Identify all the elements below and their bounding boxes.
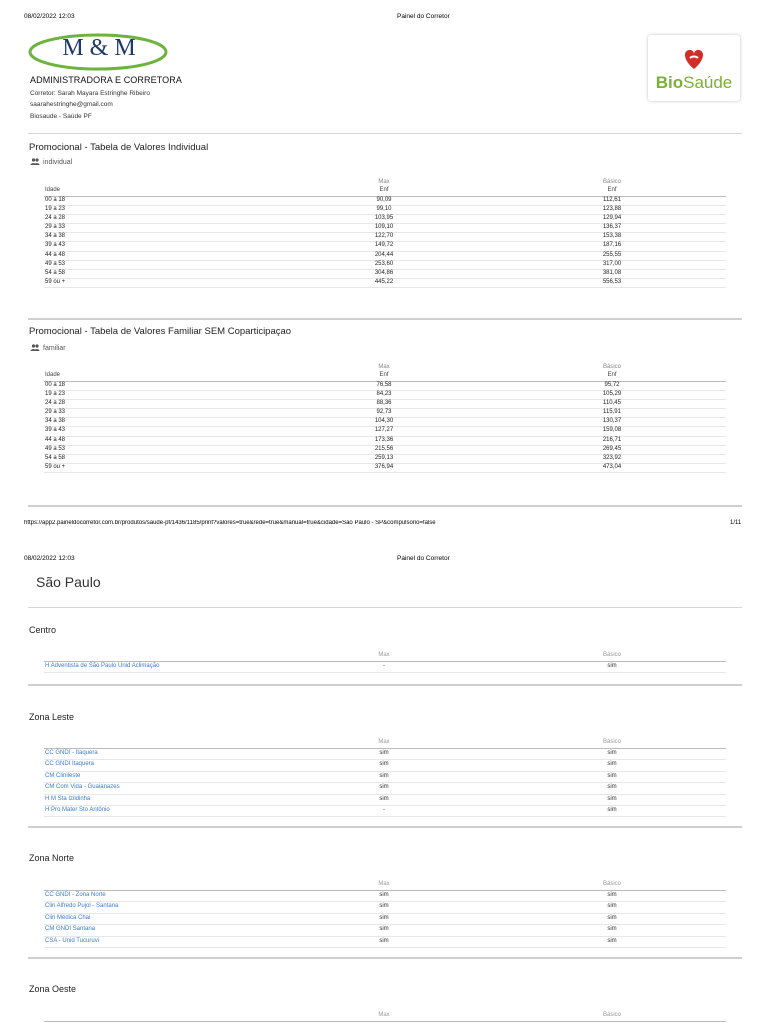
provider-link[interactable]: Clin Médica Chai <box>45 914 91 921</box>
basic-coverage-cell: sim <box>607 903 617 910</box>
table-row <box>44 391 726 400</box>
print-title: Painel do Corretor <box>397 13 450 20</box>
table-head-top <box>44 364 726 372</box>
age-cell: 00 a 18 <box>45 382 66 388</box>
max-coverage-cell: - <box>383 663 385 669</box>
age-cell: 54 a 58 <box>45 269 66 276</box>
list-item <box>44 891 726 902</box>
table-title-individual: Promocional - Tabela de Valores Individual <box>29 142 209 153</box>
max-coverage-cell: sim <box>379 892 389 898</box>
max-coverage-cell: sim <box>379 761 389 768</box>
footer-url[interactable]: https://app2.paineldocorretor.com.br/produtos/saude-pf/1436/1185/print?valores=true&rede=true&manual=true&cidade=São Paulo - SP&compulsorio=false <box>24 520 436 526</box>
basic-price-cell: 95,72 <box>604 382 620 388</box>
basic-price-cell: 105,29 <box>602 391 622 398</box>
print-date: 08/02/2022 12:03 <box>24 555 75 562</box>
table-row <box>44 242 726 251</box>
table-head <box>44 651 726 662</box>
table-title-familiar: Promocional - Tabela de Valores Familiar SEM Coparticipaçao <box>29 326 292 337</box>
basic-coverage-cell: sim <box>607 926 617 933</box>
list-item <box>44 925 726 936</box>
table-row <box>44 418 726 427</box>
basic-price-cell: 473,04 <box>602 463 622 470</box>
max-coverage-cell: sim <box>379 903 389 910</box>
basic-price-cell: 317,00 <box>602 260 622 267</box>
list-item <box>44 760 726 771</box>
region-title: Zona Oeste <box>29 984 77 994</box>
broker-name: Corretor: Sarah Mayara Estringhe Ribeiro <box>30 90 150 97</box>
age-cell: 29 a 33 <box>45 224 66 231</box>
age-cell: 19 a 23 <box>45 391 66 398</box>
basic-coverage-cell: sim <box>607 892 617 898</box>
basic-price-cell: 323,92 <box>602 454 622 461</box>
region-title: Centro <box>29 625 57 635</box>
provider-link[interactable]: H Pro Mater Sto Antônio <box>45 806 110 813</box>
max-price-cell: 84,23 <box>376 391 392 398</box>
table-row <box>44 382 726 391</box>
table-row <box>44 215 726 224</box>
basic-price-cell: 123,88 <box>602 206 622 213</box>
basic-coverage-cell: sim <box>607 772 617 779</box>
age-cell: 59 ou + <box>45 463 66 470</box>
brand-name: BioSaúde <box>655 73 733 92</box>
age-cell: 44 a 48 <box>45 251 66 258</box>
basic-coverage-cell: sim <box>607 914 617 921</box>
age-cell: 54 a 58 <box>45 454 66 461</box>
table-head <box>44 1011 726 1022</box>
print-title: Painel do Corretor <box>397 555 450 562</box>
age-cell: 34 a 38 <box>45 418 66 425</box>
table-head <box>44 187 726 197</box>
list-item <box>44 806 726 817</box>
broker-email: saarahestringhe@gmail.com <box>30 101 113 108</box>
max-price-cell: 88,36 <box>376 400 392 407</box>
age-cell: 29 a 33 <box>45 409 66 416</box>
max-price-cell: 215,56 <box>374 445 394 452</box>
brand-logo <box>648 35 740 101</box>
divider <box>28 957 742 959</box>
basic-price-cell: 130,37 <box>602 418 622 425</box>
col-max: Max <box>378 881 390 887</box>
heart-icon <box>681 45 707 71</box>
table-row <box>44 446 726 455</box>
max-price-cell: 103,95 <box>374 215 394 222</box>
age-cell: 49 a 53 <box>45 445 66 452</box>
list-item <box>44 914 726 925</box>
max-price-cell: 90,09 <box>376 197 392 203</box>
network-table-zona-leste <box>44 738 726 817</box>
table-row <box>44 437 726 446</box>
max-price-cell: 76,58 <box>376 382 392 388</box>
provider-link[interactable]: CM Com Vida - Guaianazes <box>45 784 120 791</box>
col-age: Idade <box>45 372 61 378</box>
table-head <box>44 738 726 749</box>
table-row <box>44 233 726 242</box>
basic-price-cell: 159,08 <box>602 427 622 434</box>
max-price-cell: 376,94 <box>374 463 394 470</box>
provider-link[interactable]: CSA - Unid Tucuruvi <box>45 937 100 944</box>
provider-link[interactable]: Clin Alfredo Pujol - Santana <box>45 903 119 910</box>
basic-price-cell: 110,45 <box>603 400 621 407</box>
subtitle-familiar <box>30 344 66 352</box>
max-price-cell: 149,72 <box>374 242 394 249</box>
max-price-cell: 445,22 <box>374 278 394 285</box>
basic-coverage-cell: sim <box>607 784 617 791</box>
list-item <box>44 772 726 783</box>
table-row <box>44 279 726 288</box>
network-table-zona-norte <box>44 880 726 948</box>
company-name: ADMINISTRADORA E CORRETORA <box>30 75 182 85</box>
basic-price-cell: 255,55 <box>602 251 622 258</box>
max-price-cell: 304,86 <box>374 269 394 276</box>
table-row <box>44 252 726 261</box>
max-price-cell: 104,30 <box>374 418 394 425</box>
divider <box>28 607 742 608</box>
network-table-zona-oeste <box>44 1011 726 1022</box>
divider <box>28 826 742 828</box>
basic-price-cell: 115,91 <box>603 409 621 416</box>
price-table-individual <box>44 179 726 288</box>
table-row <box>44 197 726 206</box>
provider-link[interactable]: CM Clinileste <box>45 772 81 779</box>
product-name: Biosaude - Saúde PF <box>30 113 92 120</box>
max-price-cell: 122,70 <box>374 233 394 240</box>
max-price-cell: 204,44 <box>374 251 394 258</box>
max-price-cell: 259,13 <box>374 454 394 461</box>
provider-link[interactable]: H M Sta Izildinha <box>45 795 91 802</box>
age-cell: 00 a 18 <box>45 197 66 203</box>
col-bas: Enf <box>607 187 617 193</box>
table-row <box>44 400 726 409</box>
col-bas: Básico <box>602 881 621 887</box>
max-coverage-cell: sim <box>379 937 389 944</box>
table-row <box>44 261 726 270</box>
network-table-centro <box>44 651 726 673</box>
basic-price-cell: 129,94 <box>602 215 622 222</box>
table-row <box>44 206 726 215</box>
col-bas-top: Básico <box>602 364 621 370</box>
age-cell: 24 a 28 <box>45 215 66 222</box>
basic-price-cell: 153,38 <box>602 233 622 240</box>
basic-price-cell: 216,71 <box>602 436 622 443</box>
max-price-cell: 99,10 <box>376 206 392 213</box>
col-max-top: Max <box>378 179 390 185</box>
max-coverage-cell: sim <box>379 772 389 779</box>
list-item <box>44 937 726 948</box>
age-cell: 34 a 38 <box>45 233 66 240</box>
basic-price-cell: 556,53 <box>602 278 622 285</box>
age-cell: 39 a 43 <box>45 242 66 249</box>
age-cell: 49 a 53 <box>45 260 66 267</box>
basic-coverage-cell: sim <box>607 761 617 768</box>
max-price-cell: 92,73 <box>376 409 392 416</box>
company-logo <box>28 32 170 72</box>
max-coverage-cell: sim <box>379 926 389 933</box>
provider-link[interactable]: H Adventista de São Paulo Unid Aclimação <box>45 663 160 669</box>
list-item <box>44 749 726 760</box>
basic-price-cell: 136,37 <box>602 224 622 231</box>
divider <box>28 684 742 686</box>
basic-price-cell: 269,45 <box>602 445 622 452</box>
table-row <box>44 270 726 279</box>
table-row <box>44 455 726 464</box>
divider <box>28 318 742 320</box>
people-icon <box>30 158 40 166</box>
provider-link[interactable]: CC GNDI - Zona Norte <box>45 892 106 898</box>
footer-page-number: 1/11 <box>730 520 742 526</box>
basic-price-cell: 187,16 <box>602 242 622 249</box>
table-head <box>44 880 726 891</box>
basic-price-cell: 381,08 <box>602 269 622 276</box>
table-row <box>44 409 726 418</box>
age-cell: 24 a 28 <box>45 400 66 407</box>
table-head <box>44 372 726 382</box>
col-max-top: Max <box>378 364 390 370</box>
col-bas: Básico <box>602 652 621 658</box>
people-icon <box>30 344 40 352</box>
col-bas-top: Básico <box>602 179 621 185</box>
provider-link[interactable]: CM GNDI Santana <box>45 926 96 933</box>
list-item <box>44 795 726 806</box>
print-date: 08/02/2022 12:03 <box>24 13 75 20</box>
region-title: Zona Norte <box>29 853 75 863</box>
col-bas: Básico <box>602 1012 621 1018</box>
col-max: Max <box>378 1012 390 1018</box>
city-title: São Paulo <box>36 574 101 590</box>
price-table-familiar <box>44 364 726 473</box>
logo-text: M & M <box>62 35 136 61</box>
table-head-top <box>44 179 726 187</box>
max-coverage-cell: - <box>383 806 385 813</box>
col-age: Idade <box>45 187 61 193</box>
basic-coverage-cell: sim <box>607 750 617 756</box>
basic-price-cell: 112,61 <box>603 197 621 203</box>
col-max: Max <box>378 652 390 658</box>
age-cell: 59 ou + <box>45 278 66 285</box>
max-coverage-cell: sim <box>379 784 389 791</box>
col-max: Enf <box>379 187 389 193</box>
basic-coverage-cell: sim <box>607 795 617 802</box>
list-item <box>44 662 726 673</box>
divider <box>28 505 742 507</box>
subtitle-text: familiar <box>43 344 66 352</box>
age-cell: 39 a 43 <box>45 427 66 434</box>
list-item <box>44 902 726 913</box>
col-max: Max <box>378 739 390 745</box>
max-price-cell: 127,27 <box>374 427 394 434</box>
col-max: Enf <box>379 372 389 378</box>
divider <box>28 133 742 134</box>
age-cell: 19 a 23 <box>45 206 66 213</box>
basic-coverage-cell: sim <box>607 806 617 813</box>
basic-coverage-cell: sim <box>607 663 617 669</box>
provider-link[interactable]: CC GNDI Itaquera <box>45 761 95 768</box>
provider-link[interactable]: CC GNDI - Itaquera <box>45 750 98 756</box>
max-price-cell: 253,60 <box>374 260 394 267</box>
subtitle-text: individual <box>43 158 73 166</box>
list-item <box>44 783 726 794</box>
basic-coverage-cell: sim <box>607 937 617 944</box>
region-title: Zona Leste <box>29 712 75 722</box>
table-row <box>44 427 726 436</box>
max-coverage-cell: sim <box>379 750 389 756</box>
subtitle-individual <box>30 158 72 166</box>
table-row <box>44 464 726 473</box>
table-row <box>44 224 726 233</box>
col-bas: Básico <box>602 739 621 745</box>
age-cell: 44 a 48 <box>45 436 66 443</box>
max-price-cell: 109,10 <box>374 224 394 231</box>
col-bas: Enf <box>607 372 617 378</box>
max-coverage-cell: sim <box>379 795 389 802</box>
max-coverage-cell: sim <box>379 914 389 921</box>
max-price-cell: 173,36 <box>374 436 394 443</box>
